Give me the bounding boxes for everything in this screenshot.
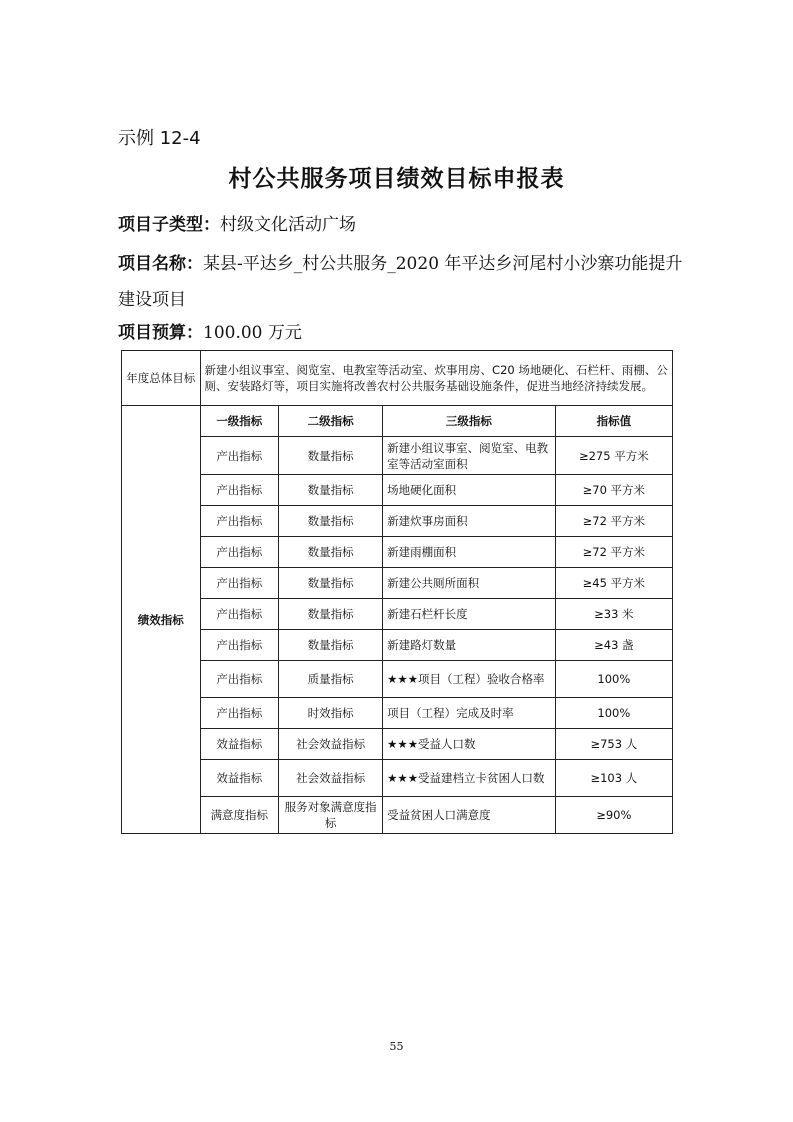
table-row [122, 729, 673, 760]
project-budget-value: 100.00 万元 [203, 323, 302, 343]
level2-cell: 服务对象满意度指标 [279, 797, 383, 834]
table-row [122, 537, 673, 568]
goal-row [122, 351, 673, 406]
table-row [122, 797, 673, 834]
column-header: 指标值 [555, 406, 672, 437]
column-header: 三级指标 [383, 406, 556, 437]
table-row [122, 475, 673, 506]
level2-cell: 质量指标 [279, 661, 383, 698]
value-cell: ≥72 平方米 [555, 506, 672, 537]
project-subtype-value: 村级文化活动广场 [220, 215, 356, 235]
level1-cell: 产出指标 [200, 437, 279, 475]
level3-cell: 新建雨棚面积 [383, 537, 556, 568]
table-row [122, 661, 673, 698]
table-row [122, 506, 673, 537]
level1-cell: 满意度指标 [200, 797, 279, 834]
table-header-row [122, 406, 673, 437]
value-cell: ≥275 平方米 [555, 437, 672, 475]
level1-cell: 产出指标 [200, 630, 279, 661]
level3-cell: 场地硬化面积 [383, 475, 556, 506]
value-cell: ≥103 人 [555, 760, 672, 797]
perf-label: 绩效指标 [137, 612, 184, 627]
goal-label-cell [122, 351, 201, 406]
value-cell: ≥90% [555, 797, 672, 834]
project-budget [118, 318, 302, 343]
page-number: 55 [389, 1040, 404, 1053]
level3-cell: ★★★受益人口数 [383, 729, 556, 760]
level1-cell: 产出指标 [200, 568, 279, 599]
level2-cell: 数量指标 [279, 599, 383, 630]
value-cell: ≥70 平方米 [555, 475, 672, 506]
example-label: 示例 12-4 [118, 128, 201, 149]
goal-text-cell [200, 351, 672, 406]
level1-cell: 效益指标 [200, 760, 279, 797]
value-cell: 100% [555, 698, 672, 729]
page-title: 村公共服务项目绩效目标申报表 [228, 166, 565, 192]
level1-cell: 产出指标 [200, 599, 279, 630]
level2-cell: 数量指标 [279, 537, 383, 568]
level3-cell: 新建石栏杆长度 [383, 599, 556, 630]
value-cell: ≥753 人 [555, 729, 672, 760]
level3-cell: 新建路灯数量 [383, 630, 556, 661]
project-name-value: 某县-平达乡_村公共服务_2020 年平达乡河尾村小沙寨功能提升建设项目 [118, 254, 683, 310]
level2-cell: 数量指标 [279, 437, 383, 475]
level1-cell: 产出指标 [200, 661, 279, 698]
level3-cell: ★★★项目（工程）验收合格率 [383, 661, 556, 698]
project-subtype [118, 210, 356, 235]
table-row [122, 630, 673, 661]
table-row [122, 760, 673, 797]
value-cell: 100% [555, 661, 672, 698]
level2-cell: 数量指标 [279, 568, 383, 599]
level2-cell: 数量指标 [279, 506, 383, 537]
level3-cell: 新建炊事房面积 [383, 506, 556, 537]
level3-cell: 受益贫困人口满意度 [383, 797, 556, 834]
table-row [122, 437, 673, 475]
level1-cell: 效益指标 [200, 729, 279, 760]
level1-cell: 产出指标 [200, 537, 279, 568]
level3-cell: 新建小组议事室、阅览室、电教室等活动室面积 [383, 437, 556, 475]
level3-cell: 新建公共厕所面积 [383, 568, 556, 599]
project-budget-label: 项目预算： [118, 323, 203, 343]
level1-cell: 产出指标 [200, 506, 279, 537]
level1-cell: 产出指标 [200, 698, 279, 729]
value-cell: ≥72 平方米 [555, 537, 672, 568]
column-header: 一级指标 [200, 406, 279, 437]
level2-cell: 数量指标 [279, 630, 383, 661]
level2-cell: 社会效益指标 [279, 729, 383, 760]
level2-cell: 时效指标 [279, 698, 383, 729]
project-subtype-label: 项目子类型： [118, 215, 220, 235]
level2-cell: 社会效益指标 [279, 760, 383, 797]
column-header: 二级指标 [279, 406, 383, 437]
level1-cell: 产出指标 [200, 475, 279, 506]
table-row [122, 698, 673, 729]
project-name [118, 246, 688, 318]
table-row [122, 599, 673, 630]
goal-text: 新建小组议事室、阅览室、电教室等活动室、炊事用房、C20 场地硬化、石栏杆、雨棚、公厕、安装路灯等，项目实施将改善农村公共服务基础设施条件，促进当地经济持续发展。 [204, 363, 668, 393]
perf-label-cell [122, 406, 201, 834]
value-cell: ≥33 米 [555, 599, 672, 630]
performance-table [121, 350, 673, 834]
table-row [122, 568, 673, 599]
project-name-label: 项目名称： [118, 254, 203, 274]
level2-cell: 数量指标 [279, 475, 383, 506]
value-cell: ≥45 平方米 [555, 568, 672, 599]
level3-cell: ★★★受益建档立卡贫困人口数 [383, 760, 556, 797]
value-cell: ≥43 盏 [555, 630, 672, 661]
level3-cell: 项目（工程）完成及时率 [383, 698, 556, 729]
goal-label: 年度总体目标 [126, 371, 196, 385]
